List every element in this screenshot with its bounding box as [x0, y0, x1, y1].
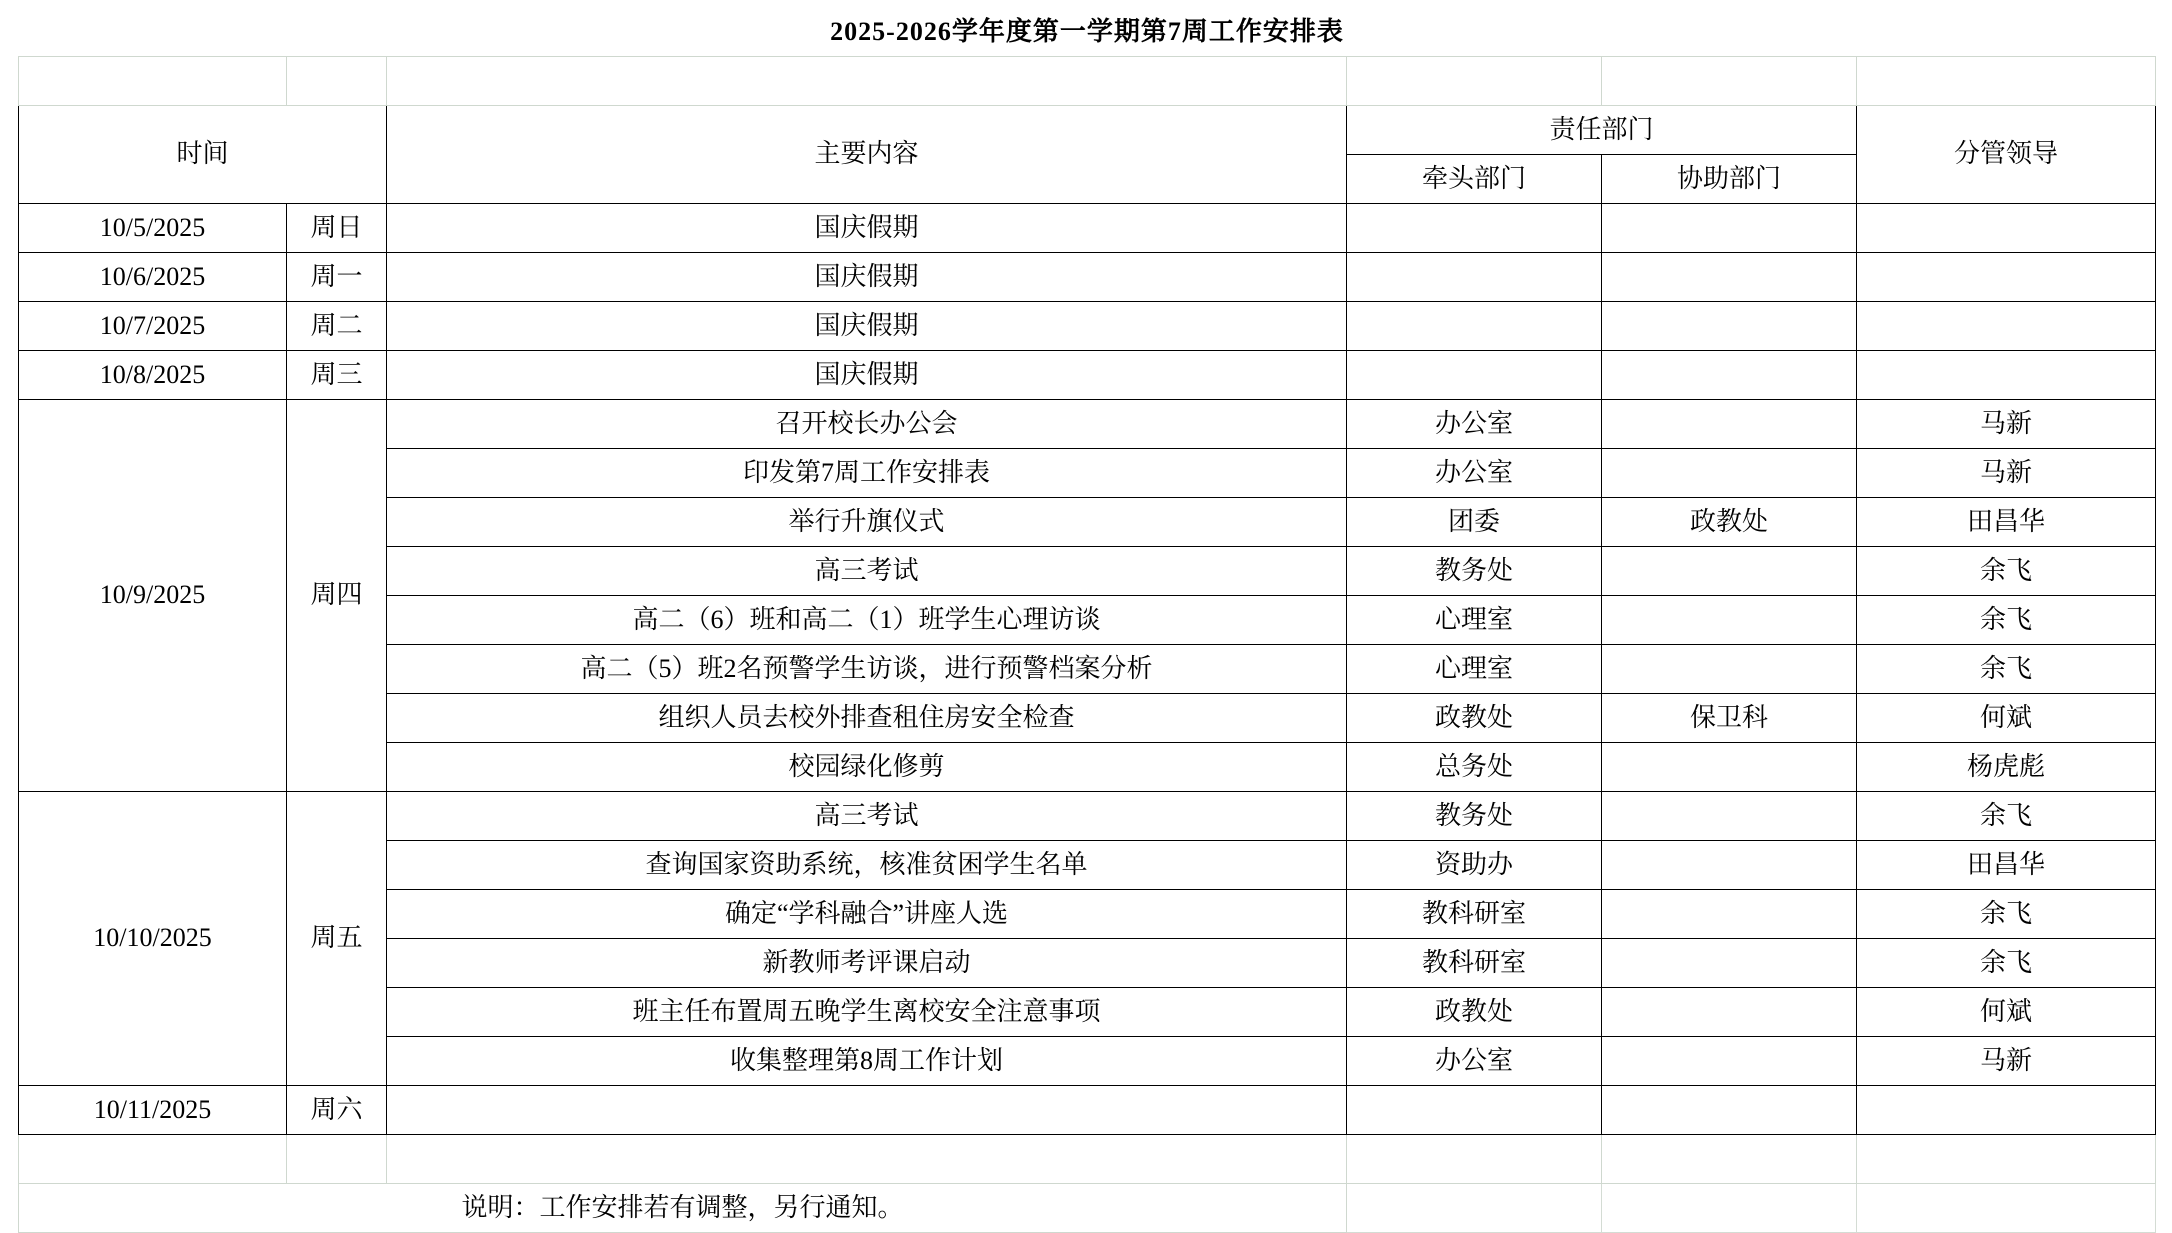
table-row: [19, 792, 2156, 841]
spacer-row: [19, 57, 2156, 106]
cell-supervisor: [1857, 351, 2156, 400]
cell-content: 高三考试: [387, 792, 1347, 841]
cell-lead: 办公室: [1347, 1037, 1602, 1086]
cell-supervisor: 马新: [1857, 1037, 2156, 1086]
cell-date: 10/8/2025: [19, 351, 287, 400]
cell-assist: [1602, 792, 1857, 841]
cell-supervisor: 余飞: [1857, 939, 2156, 988]
cell-supervisor: [1857, 253, 2156, 302]
table-row: [19, 253, 2156, 302]
note-row: [19, 1184, 2156, 1233]
cell-supervisor: [1857, 204, 2156, 253]
table-row: [19, 1086, 2156, 1135]
cell-content: 国庆假期: [387, 302, 1347, 351]
header-main-content: 主要内容: [387, 106, 1347, 204]
cell-supervisor: 余飞: [1857, 547, 2156, 596]
header-assist-dept: 协助部门: [1602, 155, 1857, 204]
cell-lead: 团委: [1347, 498, 1602, 547]
cell-assist: [1602, 204, 1857, 253]
cell-lead: 办公室: [1347, 400, 1602, 449]
cell-assist: [1602, 890, 1857, 939]
cell-lead: [1347, 204, 1602, 253]
cell-supervisor: 余飞: [1857, 596, 2156, 645]
cell-assist: [1602, 253, 1857, 302]
header-supervisor: 分管领导: [1857, 106, 2156, 204]
cell-lead: 资助办: [1347, 841, 1602, 890]
spacer-cell: [387, 57, 1347, 106]
cell-supervisor: 余飞: [1857, 645, 2156, 694]
cell-lead: 办公室: [1347, 449, 1602, 498]
cell-date: 10/10/2025: [19, 792, 287, 1086]
cell-assist: [1602, 449, 1857, 498]
cell-day: 周五: [287, 792, 387, 1086]
note-empty-cell: [1857, 1184, 2156, 1233]
cell-content: 召开校长办公会: [387, 400, 1347, 449]
cell-supervisor: 余飞: [1857, 890, 2156, 939]
cell-content: 举行升旗仪式: [387, 498, 1347, 547]
table-row: [19, 204, 2156, 253]
header-row-1: [19, 106, 2156, 155]
cell-supervisor: 田昌华: [1857, 498, 2156, 547]
cell-assist: [1602, 841, 1857, 890]
spacer-cell: [1347, 1135, 1602, 1184]
cell-lead: 教务处: [1347, 547, 1602, 596]
cell-content: 印发第7周工作安排表: [387, 449, 1347, 498]
cell-lead: 心理室: [1347, 645, 1602, 694]
cell-content: 收集整理第8周工作计划: [387, 1037, 1347, 1086]
cell-supervisor: [1857, 1086, 2156, 1135]
cell-assist: 政教处: [1602, 498, 1857, 547]
cell-lead: 教务处: [1347, 792, 1602, 841]
cell-day: 周四: [287, 400, 387, 792]
spacer-cell: [19, 57, 287, 106]
spacer-cell: [1602, 57, 1857, 106]
cell-assist: [1602, 596, 1857, 645]
cell-lead: 教科研室: [1347, 890, 1602, 939]
spacer-cell: [387, 1135, 1347, 1184]
cell-content: 班主任布置周五晚学生离校安全注意事项: [387, 988, 1347, 1037]
title-row: [19, 8, 2156, 57]
cell-assist: [1602, 400, 1857, 449]
cell-supervisor: 马新: [1857, 400, 2156, 449]
cell-lead: [1347, 351, 1602, 400]
cell-content: [387, 1086, 1347, 1135]
cell-content: 高二（6）班和高二（1）班学生心理访谈: [387, 596, 1347, 645]
cell-date: 10/7/2025: [19, 302, 287, 351]
spacer-cell: [19, 1135, 287, 1184]
cell-day: 周二: [287, 302, 387, 351]
cell-supervisor: 马新: [1857, 449, 2156, 498]
cell-date: 10/5/2025: [19, 204, 287, 253]
cell-day: 周日: [287, 204, 387, 253]
spacer-cell: [287, 57, 387, 106]
cell-assist: [1602, 351, 1857, 400]
cell-assist: [1602, 743, 1857, 792]
cell-supervisor: 何斌: [1857, 694, 2156, 743]
cell-content: 国庆假期: [387, 204, 1347, 253]
cell-content: 确定“学科融合”讲座人选: [387, 890, 1347, 939]
cell-lead: [1347, 302, 1602, 351]
note-empty-cell: [1347, 1184, 1602, 1233]
cell-assist: [1602, 988, 1857, 1037]
table-row: [19, 351, 2156, 400]
spacer-row-bottom: [19, 1135, 2156, 1184]
note-empty-cell: [1602, 1184, 1857, 1233]
cell-assist: [1602, 302, 1857, 351]
spacer-cell: [1602, 1135, 1857, 1184]
cell-date: 10/6/2025: [19, 253, 287, 302]
cell-supervisor: 田昌华: [1857, 841, 2156, 890]
cell-assist: [1602, 547, 1857, 596]
cell-day: 周三: [287, 351, 387, 400]
cell-supervisor: [1857, 302, 2156, 351]
table-row: [19, 400, 2156, 449]
spacer-cell: [1857, 1135, 2156, 1184]
spacer-cell: [1857, 57, 2156, 106]
cell-supervisor: 何斌: [1857, 988, 2156, 1037]
header-lead-dept: 牵头部门: [1347, 155, 1602, 204]
cell-assist: [1602, 1086, 1857, 1135]
cell-lead: [1347, 253, 1602, 302]
cell-lead: 政教处: [1347, 694, 1602, 743]
cell-supervisor: 杨虎彪: [1857, 743, 2156, 792]
cell-content: 国庆假期: [387, 253, 1347, 302]
worksheet: [18, 8, 2155, 1233]
cell-content: 国庆假期: [387, 351, 1347, 400]
cell-assist: [1602, 645, 1857, 694]
cell-date: 10/9/2025: [19, 400, 287, 792]
header-responsible-dept: 责任部门: [1347, 106, 1857, 155]
cell-content: 高二（5）班2名预警学生访谈，进行预警档案分析: [387, 645, 1347, 694]
cell-lead: [1347, 1086, 1602, 1135]
cell-date: 10/11/2025: [19, 1086, 287, 1135]
cell-assist: [1602, 1037, 1857, 1086]
cell-day: 周六: [287, 1086, 387, 1135]
note-text: 说明：工作安排若有调整，另行通知。: [19, 1184, 1347, 1233]
cell-assist: [1602, 939, 1857, 988]
cell-lead: 教科研室: [1347, 939, 1602, 988]
cell-assist: 保卫科: [1602, 694, 1857, 743]
spacer-cell: [287, 1135, 387, 1184]
spacer-cell: [1347, 57, 1602, 106]
cell-content: 校园绿化修剪: [387, 743, 1347, 792]
cell-lead: 政教处: [1347, 988, 1602, 1037]
schedule-table: [18, 8, 2156, 1233]
cell-supervisor: 余飞: [1857, 792, 2156, 841]
page-title: 2025-2026学年度第一学期第7周工作安排表: [19, 8, 2156, 57]
cell-lead: 总务处: [1347, 743, 1602, 792]
cell-content: 新教师考评课启动: [387, 939, 1347, 988]
header-time: 时间: [19, 106, 387, 204]
cell-day: 周一: [287, 253, 387, 302]
cell-content: 查询国家资助系统，核准贫困学生名单: [387, 841, 1347, 890]
cell-content: 组织人员去校外排查租住房安全检查: [387, 694, 1347, 743]
cell-lead: 心理室: [1347, 596, 1602, 645]
cell-content: 高三考试: [387, 547, 1347, 596]
table-row: [19, 302, 2156, 351]
